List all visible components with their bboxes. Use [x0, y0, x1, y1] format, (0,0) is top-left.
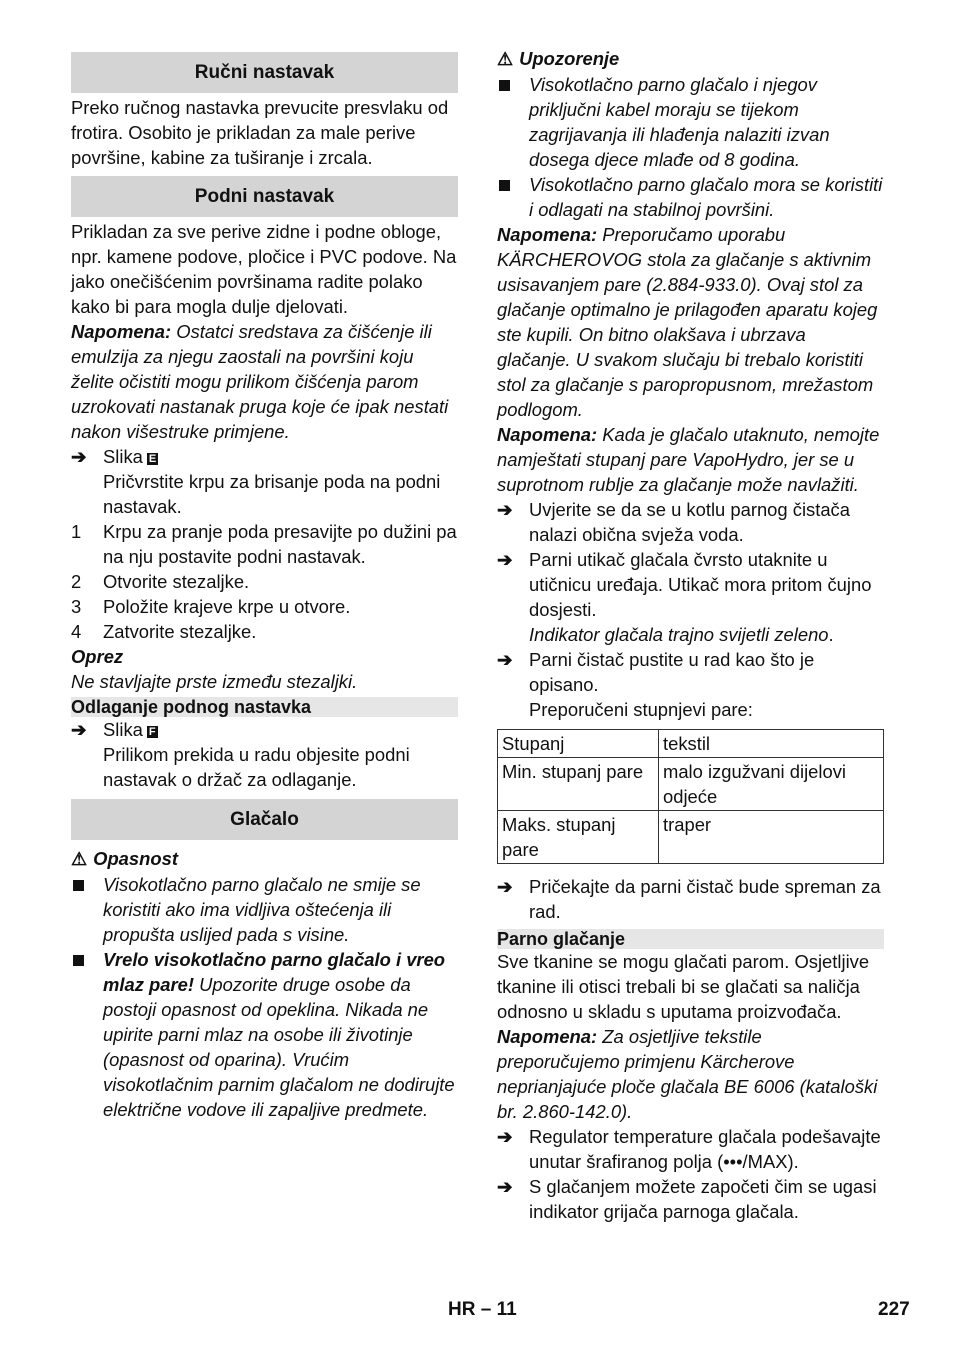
figure-label: Slika [103, 446, 143, 467]
arrow-right-icon [497, 497, 529, 547]
danger-item [71, 947, 458, 1122]
danger-2-text: Upozorite druge osobe da postoji opasnost od opeklina. Nikada ne upirite parni mlaz na osobe ili životinje (opasnost od oparina). Vrućim visokotlačnim parnim glačalom ne dodirujte električne vodove ili zapaljive predmete. [103, 974, 455, 1120]
step-text: Položite krajeve krpe u otvore. [103, 596, 351, 617]
heading-hand-nozzle: Ručni nastavak [71, 52, 458, 93]
arrow-right-icon [497, 1124, 529, 1174]
arrow-right-icon [497, 1174, 529, 1224]
danger-item [71, 872, 458, 947]
figure-e-instruction: Pričvrstite krpu za brisanje poda na podni nastavak. [103, 471, 441, 517]
bullet-square-icon [497, 172, 529, 222]
instruction-item [497, 497, 884, 547]
arrow-right-icon [497, 874, 529, 924]
figure-f-badge: F [148, 726, 156, 738]
table-row [498, 758, 884, 811]
step-number: 4 [71, 621, 82, 642]
heading-floor-nozzle: Podni nastavak [71, 176, 458, 217]
recommended-steam-label: Preporučeni stupnjevi pare: [529, 699, 753, 720]
bullet-square-icon [71, 947, 103, 1122]
steam-level-table [497, 729, 884, 864]
step-text: Zatvorite stezaljke. [103, 621, 257, 642]
note-label: Napomena: [497, 1026, 598, 1047]
heading-steam-ironing: Parno glačanje [497, 929, 884, 949]
figure-label: Slika [103, 719, 143, 740]
warning-title-line [497, 46, 884, 72]
table-cell: traper [659, 811, 884, 864]
instruction-text: Parni čistač pustite u rad kao što je opisano. [529, 649, 815, 695]
instruction-text: S glačanjem možete započeti čim se ugasi indikator grijača parnoga glačala. [529, 1176, 877, 1222]
table-header-row [498, 730, 884, 758]
table-cell: Maks. stupanj pare [498, 811, 659, 864]
note-text: Preporučamo uporabu KÄRCHEROVOG stola za glačanje s aktivnim usisavanjem pare (2.884-933.0). Ovaj stol za glačanje optimalno je prilagođen aparatu kojeg ste kupili. On bitno olakšava i ubrzava glačanje. U svakom slučaju bi trebalo koristiti stol za glačanje s paropropusnom, mrežastom podlogom. [497, 224, 878, 420]
instruction-item [497, 1174, 884, 1224]
instruction-item [497, 1124, 884, 1174]
step-item [71, 594, 458, 619]
table-header-cell: tekstil [659, 730, 884, 758]
note-ironing-table [497, 222, 884, 422]
danger-2-bold: Vrelo visokotlačno parno glačalo i vreo mlaz pare! [103, 949, 446, 995]
note-vapohydro [497, 422, 884, 497]
instruction-item [497, 647, 884, 722]
table-header-cell: Stupanj [498, 730, 659, 758]
step-number: 1 [71, 521, 82, 542]
note-label: Napomena: [497, 424, 598, 445]
step-item [71, 569, 458, 594]
instruction-text: Pričekajte da parni čistač bude spreman za rad. [529, 876, 881, 922]
warning-title: Upozorenje [519, 48, 620, 69]
arrow-right-icon [71, 444, 103, 469]
warning-triangle-icon: ⚠ [71, 849, 88, 869]
instruction-result-dot: . [828, 624, 834, 645]
step-item [71, 619, 458, 644]
step-number: 2 [71, 571, 82, 592]
arrow-right-icon [497, 547, 529, 647]
heading-park-nozzle: Odlaganje podnog nastavka [71, 697, 458, 717]
figure-e-badge: E [148, 453, 157, 465]
table-cell: malo izgužvani dijelovi odjeće [659, 758, 884, 811]
note-label: Napomena: [497, 224, 598, 245]
warning-triangle-icon: ⚠ [497, 49, 514, 69]
heading-iron: Glačalo [71, 799, 458, 840]
danger-text-1: Visokotlačno parno glačalo ne smije se koristiti ako ima vidljiva oštećenja ili propušta uslijed pada s visine. [103, 874, 421, 945]
danger-title: Opasnost [93, 848, 178, 869]
warning-text-1: Visokotlačno parno glačalo i njegov priključni kabel moraju se tijekom zagrijavanja ili hlađenja nalaziti izvan dosega djece mlađe od 8 godina. [529, 74, 830, 170]
instruction-text: Parni utikač glačala čvrsto utaknite u utičnicu uređaja. Utikač mora pritom čujno dosjesti. [529, 549, 872, 620]
instruction-text: Uvjerite se da se u kotlu parnog čistača nalazi obična svježa voda. [529, 499, 850, 545]
instruction-result: Indikator glačala trajno svijetli zeleno [529, 624, 829, 645]
figure-f-ref [71, 717, 458, 742]
page-number: 227 [878, 1299, 910, 1320]
right-column [497, 46, 884, 1224]
step-text: Krpu za pranje poda presavijte po dužini pa na nju postavite podni nastavak. [103, 521, 457, 567]
danger-title-line [71, 846, 458, 872]
figure-f-instruction: Prilikom prekida u radu objesite podni nastavak o držač za odlaganje. [103, 744, 410, 790]
warning-item [497, 72, 884, 172]
arrow-right-icon [71, 717, 103, 742]
steam-ironing-text: Sve tkanine se mogu glačati parom. Osjetljive tkanine ili otisci trebali bi se glačati sa naličja odnosno u skladu s uputama proizvođača. [497, 951, 870, 1022]
instruction-text: Regulator temperature glačala podešavajte unutar šrafiranog polja (•••/MAX). [529, 1126, 881, 1172]
floor-nozzle-text: Prikladan za sve perive zidne i podne obloge, npr. kamene podove, pločice i PVC podove. Na jako onečišćenim površinama radite polako kako bi para mogla dulje djelovati. [71, 221, 457, 317]
note-text: Kada je glačalo utaknuto, nemojte namještati stupanj pare VapoHydro, jer se u suprotnom rublje za glačanje može navlažiti. [497, 424, 880, 495]
warning-item [497, 172, 884, 222]
note-text: Za osjetljive tekstile preporučujemo primjenu Kärcherove neprianjajuće ploče glačala BE 6006 (kataloški br. 2.860-142.0). [497, 1026, 878, 1122]
left-column [71, 46, 458, 1122]
table-cell: Min. stupanj pare [498, 758, 659, 811]
step-number: 3 [71, 596, 82, 617]
section-page-label: HR – 11 [448, 1299, 517, 1320]
caution-title: Oprez [71, 646, 124, 667]
instruction-item [497, 547, 884, 647]
step-item [71, 519, 458, 569]
note-text: Ostatci sredstava za čišćenje ili emulzija za njegu zaostali na površini koju želite očistiti mogu prilikom čišćenja parom uzrokovati nastanak pruga koje će ipak nestati nakon višestruke primjene. [71, 321, 449, 442]
note-soleplate [497, 1024, 884, 1124]
bullet-square-icon [497, 72, 529, 172]
figure-e-ref [71, 444, 458, 469]
step-text: Otvorite stezaljke. [103, 571, 250, 592]
caution-text: Ne stavljajte prste između stezaljki. [71, 671, 358, 692]
table-row [498, 811, 884, 864]
warning-text-2: Visokotlačno parno glačalo mora se koristiti i odlagati na stabilnoj površini. [529, 174, 883, 220]
floor-note [71, 319, 458, 444]
bullet-square-icon [71, 872, 103, 947]
hand-nozzle-text: Preko ručnog nastavka prevucite presvlaku od frotira. Osobito je prikladan za male perive površine, kabine za tuširanje i zrcala. [71, 97, 449, 168]
arrow-right-icon [497, 647, 529, 722]
instruction-item [497, 874, 884, 924]
note-label: Napomena: [71, 321, 172, 342]
